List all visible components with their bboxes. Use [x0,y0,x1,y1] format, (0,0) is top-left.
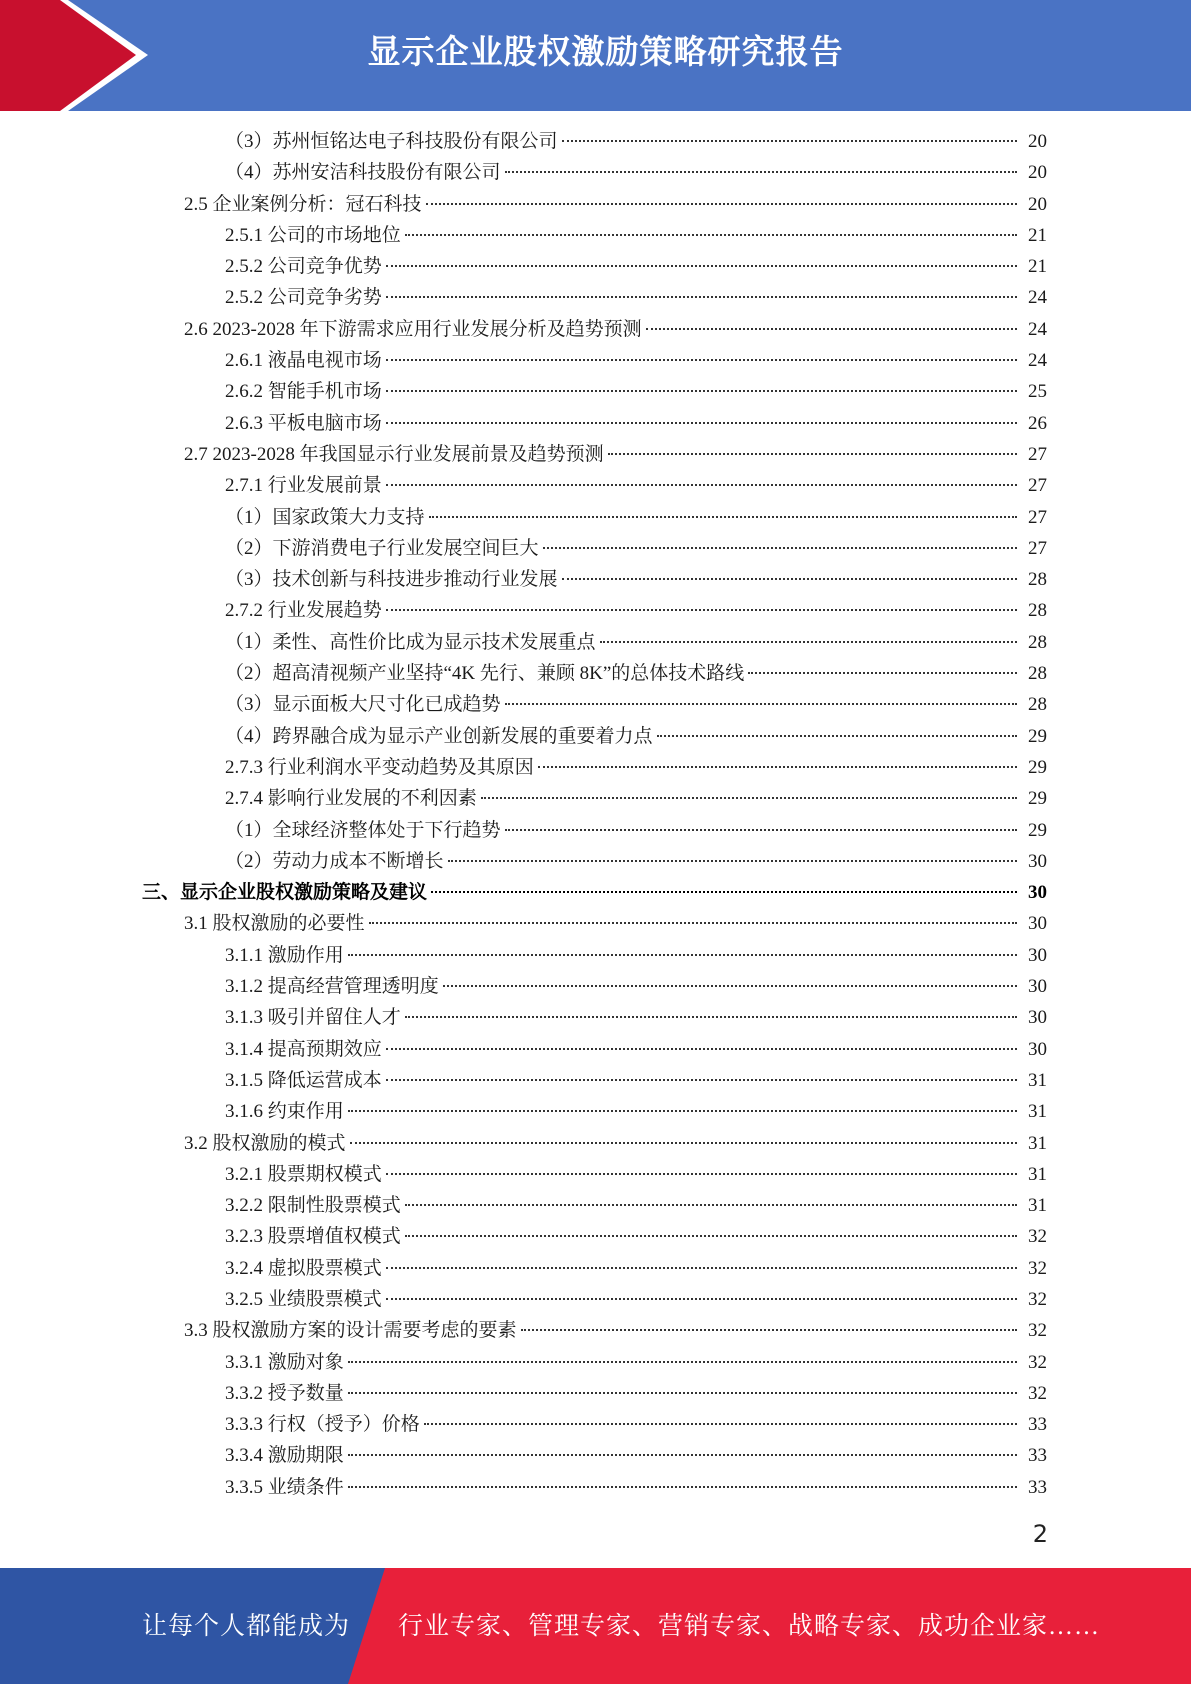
toc-entry-label: 2.5.1 公司的市场地位 [225,224,401,246]
toc-entry[interactable] [0,564,1191,595]
toc-dot-leader [448,860,1017,862]
toc-entry-label: （1）柔性、高性价比成为显示技术发展重点 [225,631,596,653]
toc-dot-leader [505,829,1017,831]
toc-dot-leader [348,1486,1017,1488]
toc-entry[interactable] [0,533,1191,564]
toc-entry-label: 3.2.5 业绩股票模式 [225,1288,382,1310]
toc-entry-page: 33 [1028,1445,1047,1467]
toc-dot-leader [562,578,1017,580]
toc-dot-leader [348,1110,1017,1112]
toc-entry[interactable] [0,1253,1191,1284]
toc-entry-page: 28 [1028,631,1047,653]
toc-dot-leader [405,1016,1017,1018]
toc-entry[interactable] [0,971,1191,1002]
toc-entry-page: 27 [1028,537,1047,559]
toc-entry-label: 3.2.2 限制性股票模式 [225,1195,401,1217]
toc-entry-page: 27 [1028,443,1047,465]
toc-dot-leader [386,296,1017,298]
toc-entry[interactable] [0,627,1191,658]
toc-entry-page: 33 [1028,1476,1047,1498]
toc-entry-page: 32 [1028,1226,1047,1248]
toc-entry[interactable] [0,783,1191,814]
toc-entry-page: 31 [1028,1195,1047,1217]
toc-dot-leader [386,1173,1017,1175]
toc-entry-label: 3.3 股权激励方案的设计需要考虑的要素 [184,1320,517,1342]
toc-entry-page: 20 [1028,162,1047,184]
toc-entry-label: 2.5.2 公司竞争优势 [225,256,382,278]
toc-entry-page: 20 [1028,131,1047,152]
toc-entry[interactable] [0,1096,1191,1127]
toc-entry-page: 32 [1028,1320,1047,1342]
toc-entry[interactable] [0,345,1191,376]
toc-entry-page: 32 [1028,1288,1047,1310]
toc-entry-page: 28 [1028,663,1047,685]
toc-entry-page: 32 [1028,1257,1047,1279]
toc-entry-page: 24 [1028,318,1047,340]
toc-dot-leader [386,484,1017,486]
toc-entry-page: 29 [1028,788,1047,810]
toc-entry-label: 3.1.2 提高经营管理透明度 [225,976,439,998]
toc-entry[interactable] [0,1159,1191,1190]
toc-dot-leader [350,1142,1017,1144]
toc-entry-page: 30 [1028,850,1047,872]
toc-entry[interactable] [0,752,1191,783]
toc-entry[interactable] [0,1002,1191,1033]
page-number: 2 [1032,1520,1048,1548]
toc-entry-page: 21 [1028,224,1047,246]
toc-entry-page: 30 [1028,1038,1047,1060]
toc-entry-page: 20 [1028,193,1047,215]
toc-dot-leader [348,1392,1017,1394]
toc-dot-leader [505,171,1017,173]
toc-entry[interactable] [0,1378,1191,1409]
toc-entry-label: 三、显示企业股权激励策略及建议 [142,882,428,904]
toc-entry[interactable] [0,1284,1191,1315]
toc-entry[interactable] [0,1034,1191,1065]
toc-entry-page: 30 [1028,976,1047,998]
footer-slogan-left: 让每个人都能成为 [142,1613,351,1640]
toc-entry[interactable] [0,1128,1191,1159]
toc-entry-label: 2.6 2023-2028 年下游需求应用行业发展分析及趋势预测 [184,318,642,340]
toc-entry-page: 26 [1028,412,1047,434]
toc-entry[interactable] [0,908,1191,939]
toc-dot-leader [646,328,1017,330]
toc-entry-label: 2.7 2023-2028 年我国显示行业发展前景及趋势预测 [184,443,604,465]
toc-entry-page: 31 [1028,1163,1047,1185]
toc-dot-leader [386,390,1017,392]
toc-entry-label: （2）超高清视频产业坚持“4K 先行、兼顾 8K”的总体技术路线 [225,663,745,685]
toc-entry-label: （3）技术创新与科技进步推动行业发展 [225,569,558,591]
toc-entry-page: 27 [1028,475,1047,497]
toc-entry-label: 3.3.1 激励对象 [225,1351,344,1373]
toc-entry-page: 30 [1028,882,1047,904]
toc-dot-leader [562,140,1017,142]
toc-entry-page: 21 [1028,256,1047,278]
toc-entry-label: 3.2.4 虚拟股票模式 [225,1257,382,1279]
toc-entry[interactable] [0,376,1191,407]
toc-entry[interactable] [0,1347,1191,1378]
toc-entry-label: 3.2.1 股票期权模式 [225,1163,382,1185]
toc-entry-page: 29 [1028,756,1047,778]
page-header [0,0,1191,111]
toc-dot-leader [426,203,1017,205]
toc-dot-leader [386,1298,1017,1300]
toc-entry-page: 27 [1028,506,1047,528]
toc-entry-page: 25 [1028,381,1047,403]
table-of-contents [0,126,1191,1503]
toc-entry-label: （1）全球经济整体处于下行趋势 [225,819,501,841]
toc-entry-label: 2.6.2 智能手机市场 [225,381,382,403]
toc-entry-page: 24 [1028,287,1047,309]
toc-entry-label: （3）苏州恒铭达电子科技股份有限公司 [225,131,558,152]
toc-entry-label: 3.2 股权激励的模式 [184,1132,346,1154]
toc-entry-label: 3.3.5 业绩条件 [225,1476,344,1498]
toc-entry[interactable] [0,721,1191,752]
toc-entry[interactable] [0,189,1191,220]
toc-entry[interactable] [0,439,1191,470]
report-title: 显示企业股权激励策略研究报告 [367,32,844,71]
toc-dot-leader [748,672,1017,674]
toc-dot-leader [405,1235,1017,1237]
toc-entry-page: 30 [1028,944,1047,966]
toc-entry-label: 2.6.1 液晶电视市场 [225,350,382,372]
toc-entry[interactable] [0,1221,1191,1252]
toc-dot-leader [657,735,1017,737]
toc-entry[interactable] [0,689,1191,720]
toc-entry-label: 3.3.4 激励期限 [225,1445,344,1467]
toc-entry-label: 3.1.4 提高预期效应 [225,1038,382,1060]
toc-entry[interactable] [0,658,1191,689]
toc-dot-leader [405,1204,1017,1206]
toc-entry-page: 32 [1028,1382,1047,1404]
toc-dot-leader [386,609,1017,611]
toc-entry-label: 3.1.3 吸引并留住人才 [225,1007,401,1029]
toc-entry[interactable] [0,408,1191,439]
toc-entry[interactable] [0,314,1191,345]
toc-dot-leader [608,453,1017,455]
toc-entry-page: 31 [1028,1101,1047,1123]
toc-dot-leader [348,1361,1017,1363]
toc-entry-label: （3）显示面板大尺寸化已成趋势 [225,694,501,716]
toc-dot-leader [481,797,1017,799]
toc-dot-leader [443,985,1017,987]
page-footer [0,1568,1191,1684]
toc-entry-label: 2.7.1 行业发展前景 [225,475,382,497]
toc-dot-leader [386,422,1017,424]
toc-entry-label: 2.7.4 影响行业发展的不利因素 [225,788,477,810]
toc-entry-label: 2.7.3 行业利润水平变动趋势及其原因 [225,756,534,778]
toc-entry-page: 24 [1028,350,1047,372]
toc-entry-label: 2.5.2 公司竞争劣势 [225,287,382,309]
toc-entry[interactable] [0,595,1191,626]
toc-dot-leader [386,265,1017,267]
toc-entry-label: （1）国家政策大力支持 [225,506,425,528]
toc-entry[interactable] [0,126,1191,157]
toc-entry-label: 3.1.6 约束作用 [225,1101,344,1123]
toc-entry[interactable] [0,1472,1191,1503]
footer-slogan-right: 行业专家、管理专家、营销专家、战略专家、成功企业家…… [398,1613,1101,1640]
toc-entry-page: 33 [1028,1414,1047,1436]
toc-entry-label: （2）劳动力成本不断增长 [225,850,444,872]
toc-dot-leader [538,766,1017,768]
toc-entry-page: 28 [1028,694,1047,716]
toc-dot-leader [405,234,1017,236]
toc-entry[interactable] [0,470,1191,501]
toc-entry-label: （4）苏州安洁科技股份有限公司 [225,162,501,184]
toc-dot-leader [348,1454,1017,1456]
toc-entry-page: 31 [1028,1069,1047,1091]
toc-entry-page: 29 [1028,819,1047,841]
toc-entry-page: 28 [1028,569,1047,591]
toc-dot-leader [543,547,1017,549]
toc-entry[interactable] [0,502,1191,533]
toc-entry-page: 32 [1028,1351,1047,1373]
toc-entry[interactable] [0,1065,1191,1096]
toc-entry-label: （4）跨界融合成为显示产业创新发展的重要着力点 [225,725,653,747]
toc-entry[interactable] [0,815,1191,846]
toc-entry[interactable] [0,157,1191,188]
toc-entry-page: 30 [1028,1007,1047,1029]
toc-entry-label: 3.1 股权激励的必要性 [184,913,365,935]
toc-entry-label: 3.2.3 股票增值权模式 [225,1226,401,1248]
toc-dot-leader [386,1267,1017,1269]
toc-entry[interactable] [0,1315,1191,1346]
toc-dot-leader [521,1329,1017,1331]
toc-entry-page: 28 [1028,600,1047,622]
toc-entry-label: 3.1.1 激励作用 [225,944,344,966]
toc-dot-leader [429,516,1017,518]
toc-entry[interactable] [0,877,1191,908]
toc-entry-label: 3.1.5 降低运营成本 [225,1069,382,1091]
toc-entry[interactable] [0,282,1191,313]
toc-entry[interactable] [0,220,1191,251]
toc-entry-label: 3.3.3 行权（授予）价格 [225,1414,420,1436]
toc-dot-leader [348,954,1017,956]
toc-entry[interactable] [0,1409,1191,1440]
toc-dot-leader [600,641,1017,643]
toc-entry-label: 2.6.3 平板电脑市场 [225,412,382,434]
toc-entry[interactable] [0,940,1191,971]
toc-entry-label: 3.3.2 授予数量 [225,1382,344,1404]
toc-entry[interactable] [0,846,1191,877]
toc-dot-leader [505,703,1017,705]
toc-entry-label: 2.7.2 行业发展趋势 [225,600,382,622]
toc-entry[interactable] [0,251,1191,282]
toc-entry[interactable] [0,1190,1191,1221]
toc-entry-page: 31 [1028,1132,1047,1154]
toc-entry-label: （2）下游消费电子行业发展空间巨大 [225,537,539,559]
toc-dot-leader [431,891,1017,893]
toc-dot-leader [386,359,1017,361]
toc-dot-leader [386,1079,1017,1081]
toc-entry-page: 29 [1028,725,1047,747]
toc-dot-leader [386,1048,1017,1050]
toc-dot-leader [424,1423,1017,1425]
toc-dot-leader [369,922,1017,924]
toc-entry-page: 30 [1028,913,1047,935]
toc-entry-label: 2.5 企业案例分析：冠石科技 [184,193,422,215]
toc-entry[interactable] [0,1440,1191,1471]
